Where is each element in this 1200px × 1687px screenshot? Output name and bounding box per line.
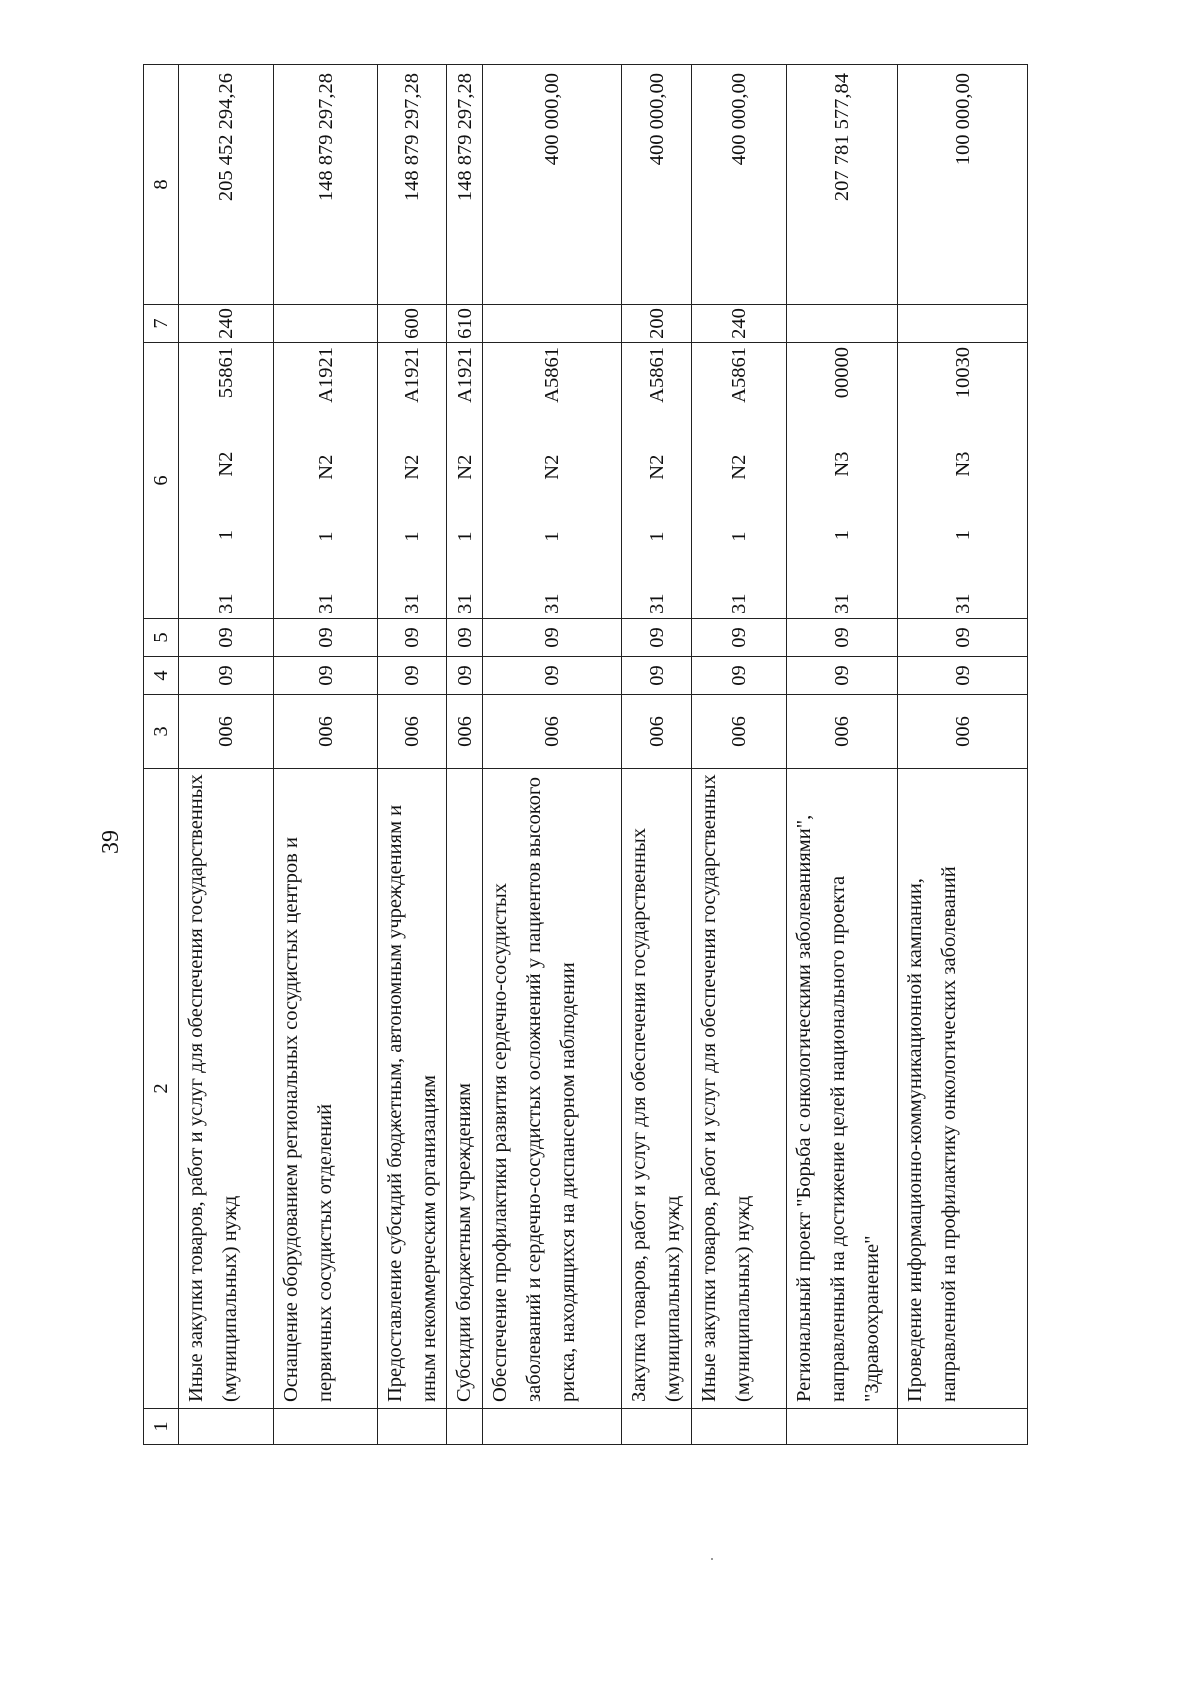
row-name-cell: Региональный проект "Борьба с онкологическими заболеваниями", направленный на достижение целей национального проекта "Здравоохранение" — [787, 769, 898, 1409]
row-index-cell — [692, 1409, 787, 1445]
row-col5-cell: 09 — [447, 619, 483, 657]
code-part: A1921 — [401, 347, 423, 403]
scan-speck — [711, 1558, 713, 1560]
row-col7-cell: 200 — [622, 305, 692, 343]
budget-table — [143, 64, 1028, 1445]
row-name-cell: Иные закупки товаров, работ и услуг для обеспечения государственных (муниципальных) нужд — [692, 769, 787, 1409]
row-index-cell — [483, 1409, 622, 1445]
table-row — [179, 65, 274, 1445]
header-col-4: 4 — [144, 657, 179, 695]
row-col4-cell: 09 — [447, 657, 483, 695]
row-name-cell: Закупка товаров, работ и услуг для обеспечения государственных (муниципальных) нужд — [622, 769, 692, 1409]
row-code-cell — [179, 343, 274, 619]
row-col7-cell — [787, 305, 898, 343]
row-col5-cell: 09 — [274, 619, 378, 657]
code-part: 1 — [215, 529, 237, 541]
row-col3-cell: 006 — [274, 695, 378, 769]
row-index-cell — [179, 1409, 274, 1445]
code-part: N2 — [215, 451, 237, 477]
table-row — [787, 65, 898, 1445]
table-body — [179, 65, 1028, 1445]
row-col7-cell — [483, 305, 622, 343]
code-part: 31 — [314, 593, 337, 614]
row-code-cell — [692, 343, 787, 619]
row-col7-cell: 240 — [692, 305, 787, 343]
row-col5-cell: 09 — [483, 619, 622, 657]
code-part: 1 — [314, 531, 337, 542]
code-part: 1 — [401, 531, 423, 542]
code-part: 1 — [831, 529, 853, 541]
code-part: 31 — [453, 593, 476, 614]
code-part: 1 — [453, 531, 476, 542]
table-row — [274, 65, 378, 1445]
row-col7-cell: 610 — [447, 305, 483, 343]
header-col-3: 3 — [144, 695, 179, 769]
row-name-cell: Проведение информационно-коммуникационной кампании, направленной на профилактику онкологических заболеваний — [898, 769, 1028, 1409]
row-col7-cell — [898, 305, 1028, 343]
row-col3-cell: 006 — [447, 695, 483, 769]
row-amount-cell: 148 879 297,28 — [447, 65, 483, 305]
code-part: A5861 — [645, 347, 668, 403]
table-row — [378, 65, 447, 1445]
header-col-2: 2 — [144, 769, 179, 1409]
code-part: 31 — [645, 593, 668, 614]
row-index-cell — [898, 1409, 1028, 1445]
row-index-cell — [274, 1409, 378, 1445]
row-amount-cell: 400 000,00 — [692, 65, 787, 305]
table-row — [447, 65, 483, 1445]
row-amount-cell: 100 000,00 — [898, 65, 1028, 305]
row-index-cell — [787, 1409, 898, 1445]
header-col-8: 8 — [144, 65, 179, 305]
row-name-cell: Предоставление субсидий бюджетным, автономным учреждениям и иным некоммерческим организациям — [378, 769, 447, 1409]
row-col7-cell: 600 — [378, 305, 447, 343]
row-col3-cell: 006 — [622, 695, 692, 769]
table-row — [898, 65, 1028, 1445]
row-amount-cell: 148 879 297,28 — [378, 65, 447, 305]
code-part: N2 — [401, 454, 423, 480]
row-col7-cell — [274, 305, 378, 343]
code-part: A5861 — [728, 347, 750, 403]
code-part: 00000 — [831, 347, 853, 399]
table-row — [692, 65, 787, 1445]
row-col5-cell: 09 — [622, 619, 692, 657]
row-col3-cell: 006 — [378, 695, 447, 769]
code-part: 31 — [831, 593, 853, 614]
row-col5-cell: 09 — [692, 619, 787, 657]
code-part: N3 — [951, 451, 974, 477]
code-part: 31 — [541, 593, 563, 614]
code-part: A1921 — [453, 347, 476, 403]
header-col-1: 1 — [144, 1409, 179, 1445]
row-code-cell — [447, 343, 483, 619]
code-part: N2 — [314, 454, 337, 480]
row-col3-cell: 006 — [483, 695, 622, 769]
code-part: 55861 — [215, 347, 237, 399]
code-part: A1921 — [314, 347, 337, 403]
row-col5-cell: 09 — [787, 619, 898, 657]
row-amount-cell: 148 879 297,28 — [274, 65, 378, 305]
row-col7-cell: 240 — [179, 305, 274, 343]
row-code-cell — [483, 343, 622, 619]
row-code-cell — [274, 343, 378, 619]
code-part: N3 — [831, 451, 853, 477]
row-col3-cell: 006 — [898, 695, 1028, 769]
code-part: 1 — [645, 531, 668, 542]
code-part: 31 — [215, 593, 237, 614]
row-col5-cell: 09 — [378, 619, 447, 657]
row-amount-cell: 400 000,00 — [622, 65, 692, 305]
row-col4-cell: 09 — [787, 657, 898, 695]
header-col-6: 6 — [144, 343, 179, 619]
row-index-cell — [622, 1409, 692, 1445]
row-name-cell: Обеспечение профилактики развития сердечно-сосудистых заболеваний и сердечно-сосудистых осложнений у пациентов высокого риска, находящихся на диспансерном наблюдении — [483, 769, 622, 1409]
code-part: 1 — [728, 531, 750, 542]
code-part: 31 — [728, 593, 750, 614]
row-col4-cell: 09 — [378, 657, 447, 695]
code-part: 31 — [951, 593, 974, 614]
row-col4-cell: 09 — [274, 657, 378, 695]
code-part: N2 — [728, 454, 750, 480]
page-number: 39 — [98, 830, 124, 854]
row-code-cell — [898, 343, 1028, 619]
row-name-cell: Иные закупки товаров, работ и услуг для обеспечения государственных (муниципальных) нужд — [179, 769, 274, 1409]
row-name-cell: Оснащение оборудованием региональных сосудистых центров и первичных сосудистых отделений — [274, 769, 378, 1409]
row-amount-cell: 400 000,00 — [483, 65, 622, 305]
row-col5-cell: 09 — [898, 619, 1028, 657]
row-col3-cell: 006 — [787, 695, 898, 769]
row-col4-cell: 09 — [692, 657, 787, 695]
row-amount-cell: 207 781 577,84 — [787, 65, 898, 305]
code-part: 31 — [401, 593, 423, 614]
code-part: N2 — [541, 454, 563, 480]
code-part: 1 — [541, 531, 563, 542]
budget-table-container — [143, 65, 1023, 1445]
code-part: A5861 — [541, 347, 563, 403]
row-index-cell — [447, 1409, 483, 1445]
code-part: 1 — [951, 529, 974, 541]
row-code-cell — [787, 343, 898, 619]
header-col-5: 5 — [144, 619, 179, 657]
table-row — [483, 65, 622, 1445]
row-col3-cell: 006 — [179, 695, 274, 769]
header-row — [144, 65, 179, 1445]
row-name-cell: Субсидии бюджетным учреждениям — [447, 769, 483, 1409]
row-col3-cell: 006 — [692, 695, 787, 769]
header-col-7: 7 — [144, 305, 179, 343]
row-code-cell — [622, 343, 692, 619]
row-col4-cell: 09 — [483, 657, 622, 695]
row-col4-cell: 09 — [898, 657, 1028, 695]
code-part: N2 — [645, 454, 668, 480]
row-col4-cell: 09 — [622, 657, 692, 695]
row-index-cell — [378, 1409, 447, 1445]
row-col4-cell: 09 — [179, 657, 274, 695]
row-amount-cell: 205 452 294,26 — [179, 65, 274, 305]
row-code-cell — [378, 343, 447, 619]
table-row — [622, 65, 692, 1445]
code-part: 10030 — [951, 347, 974, 399]
row-col5-cell: 09 — [179, 619, 274, 657]
code-part: N2 — [453, 454, 476, 480]
